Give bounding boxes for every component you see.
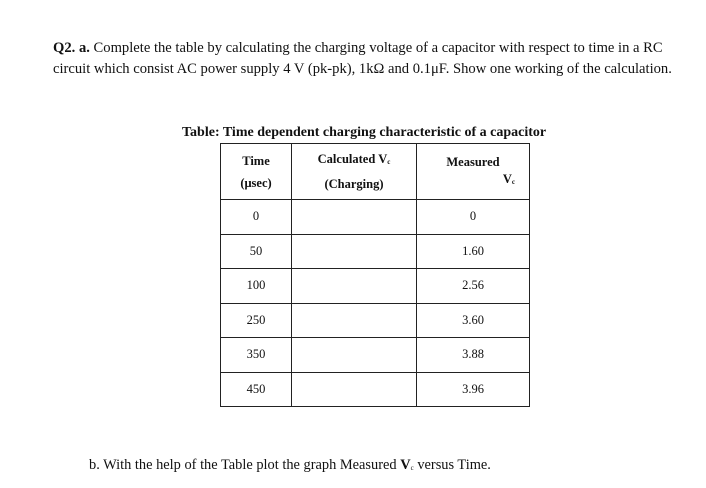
cell-time: 0 [221, 200, 292, 235]
part-b-prefix: b. With the help of the Table plot the graph Measured [89, 457, 401, 473]
cell-measured: 1.60 [417, 234, 530, 269]
question-2b-text [89, 456, 491, 477]
table-row [221, 372, 530, 407]
header-measured-sub: c [511, 178, 515, 186]
cell-calculated[interactable] [292, 234, 417, 269]
cell-time: 100 [221, 269, 292, 304]
table-row [221, 269, 530, 304]
cell-measured: 3.60 [417, 303, 530, 338]
header-calculated [292, 144, 417, 200]
charging-table [220, 143, 530, 407]
header-calculated-note: (Charging) [324, 177, 384, 191]
table-caption: Table: Time dependent charging characteristic of a capacitor [182, 125, 547, 140]
part-b-sub: c [410, 464, 414, 472]
part-b-v: V [400, 457, 411, 473]
question-2a-text [53, 38, 678, 79]
table-row [221, 338, 530, 373]
table-header-row [221, 144, 530, 200]
header-measured [417, 144, 530, 200]
header-calculated-sub: c [387, 158, 391, 166]
table-row [221, 234, 530, 269]
cell-time: 50 [221, 234, 292, 269]
cell-time: 250 [221, 303, 292, 338]
header-measured-label: Measured [446, 155, 500, 169]
table-row [221, 303, 530, 338]
cell-measured: 3.88 [417, 338, 530, 373]
header-time [221, 144, 292, 200]
cell-measured: 3.96 [417, 372, 530, 407]
cell-calculated[interactable] [292, 269, 417, 304]
header-calculated-label: Calculated V [317, 152, 388, 166]
cell-measured: 0 [417, 200, 530, 235]
cell-calculated[interactable] [292, 372, 417, 407]
header-time-label: Time [242, 153, 270, 168]
cell-calculated[interactable] [292, 338, 417, 373]
question-body: Complete the table by calculating the charging voltage of a capacitor with respect to time in a RC circuit which consist AC power supply 4 V (pk-pk), 1kΩ and 0.1μF. Show one working of the calculation. [53, 40, 672, 77]
cell-time: 350 [221, 338, 292, 373]
cell-measured: 2.56 [417, 269, 530, 304]
table-row [221, 200, 530, 235]
cell-calculated[interactable] [292, 200, 417, 235]
header-measured-v: V [502, 172, 512, 186]
cell-calculated[interactable] [292, 303, 417, 338]
question-number: Q2. a. [53, 40, 90, 56]
cell-time: 450 [221, 372, 292, 407]
part-b-suffix: versus Time. [413, 457, 491, 473]
header-time-unit: (μsec) [240, 175, 272, 190]
